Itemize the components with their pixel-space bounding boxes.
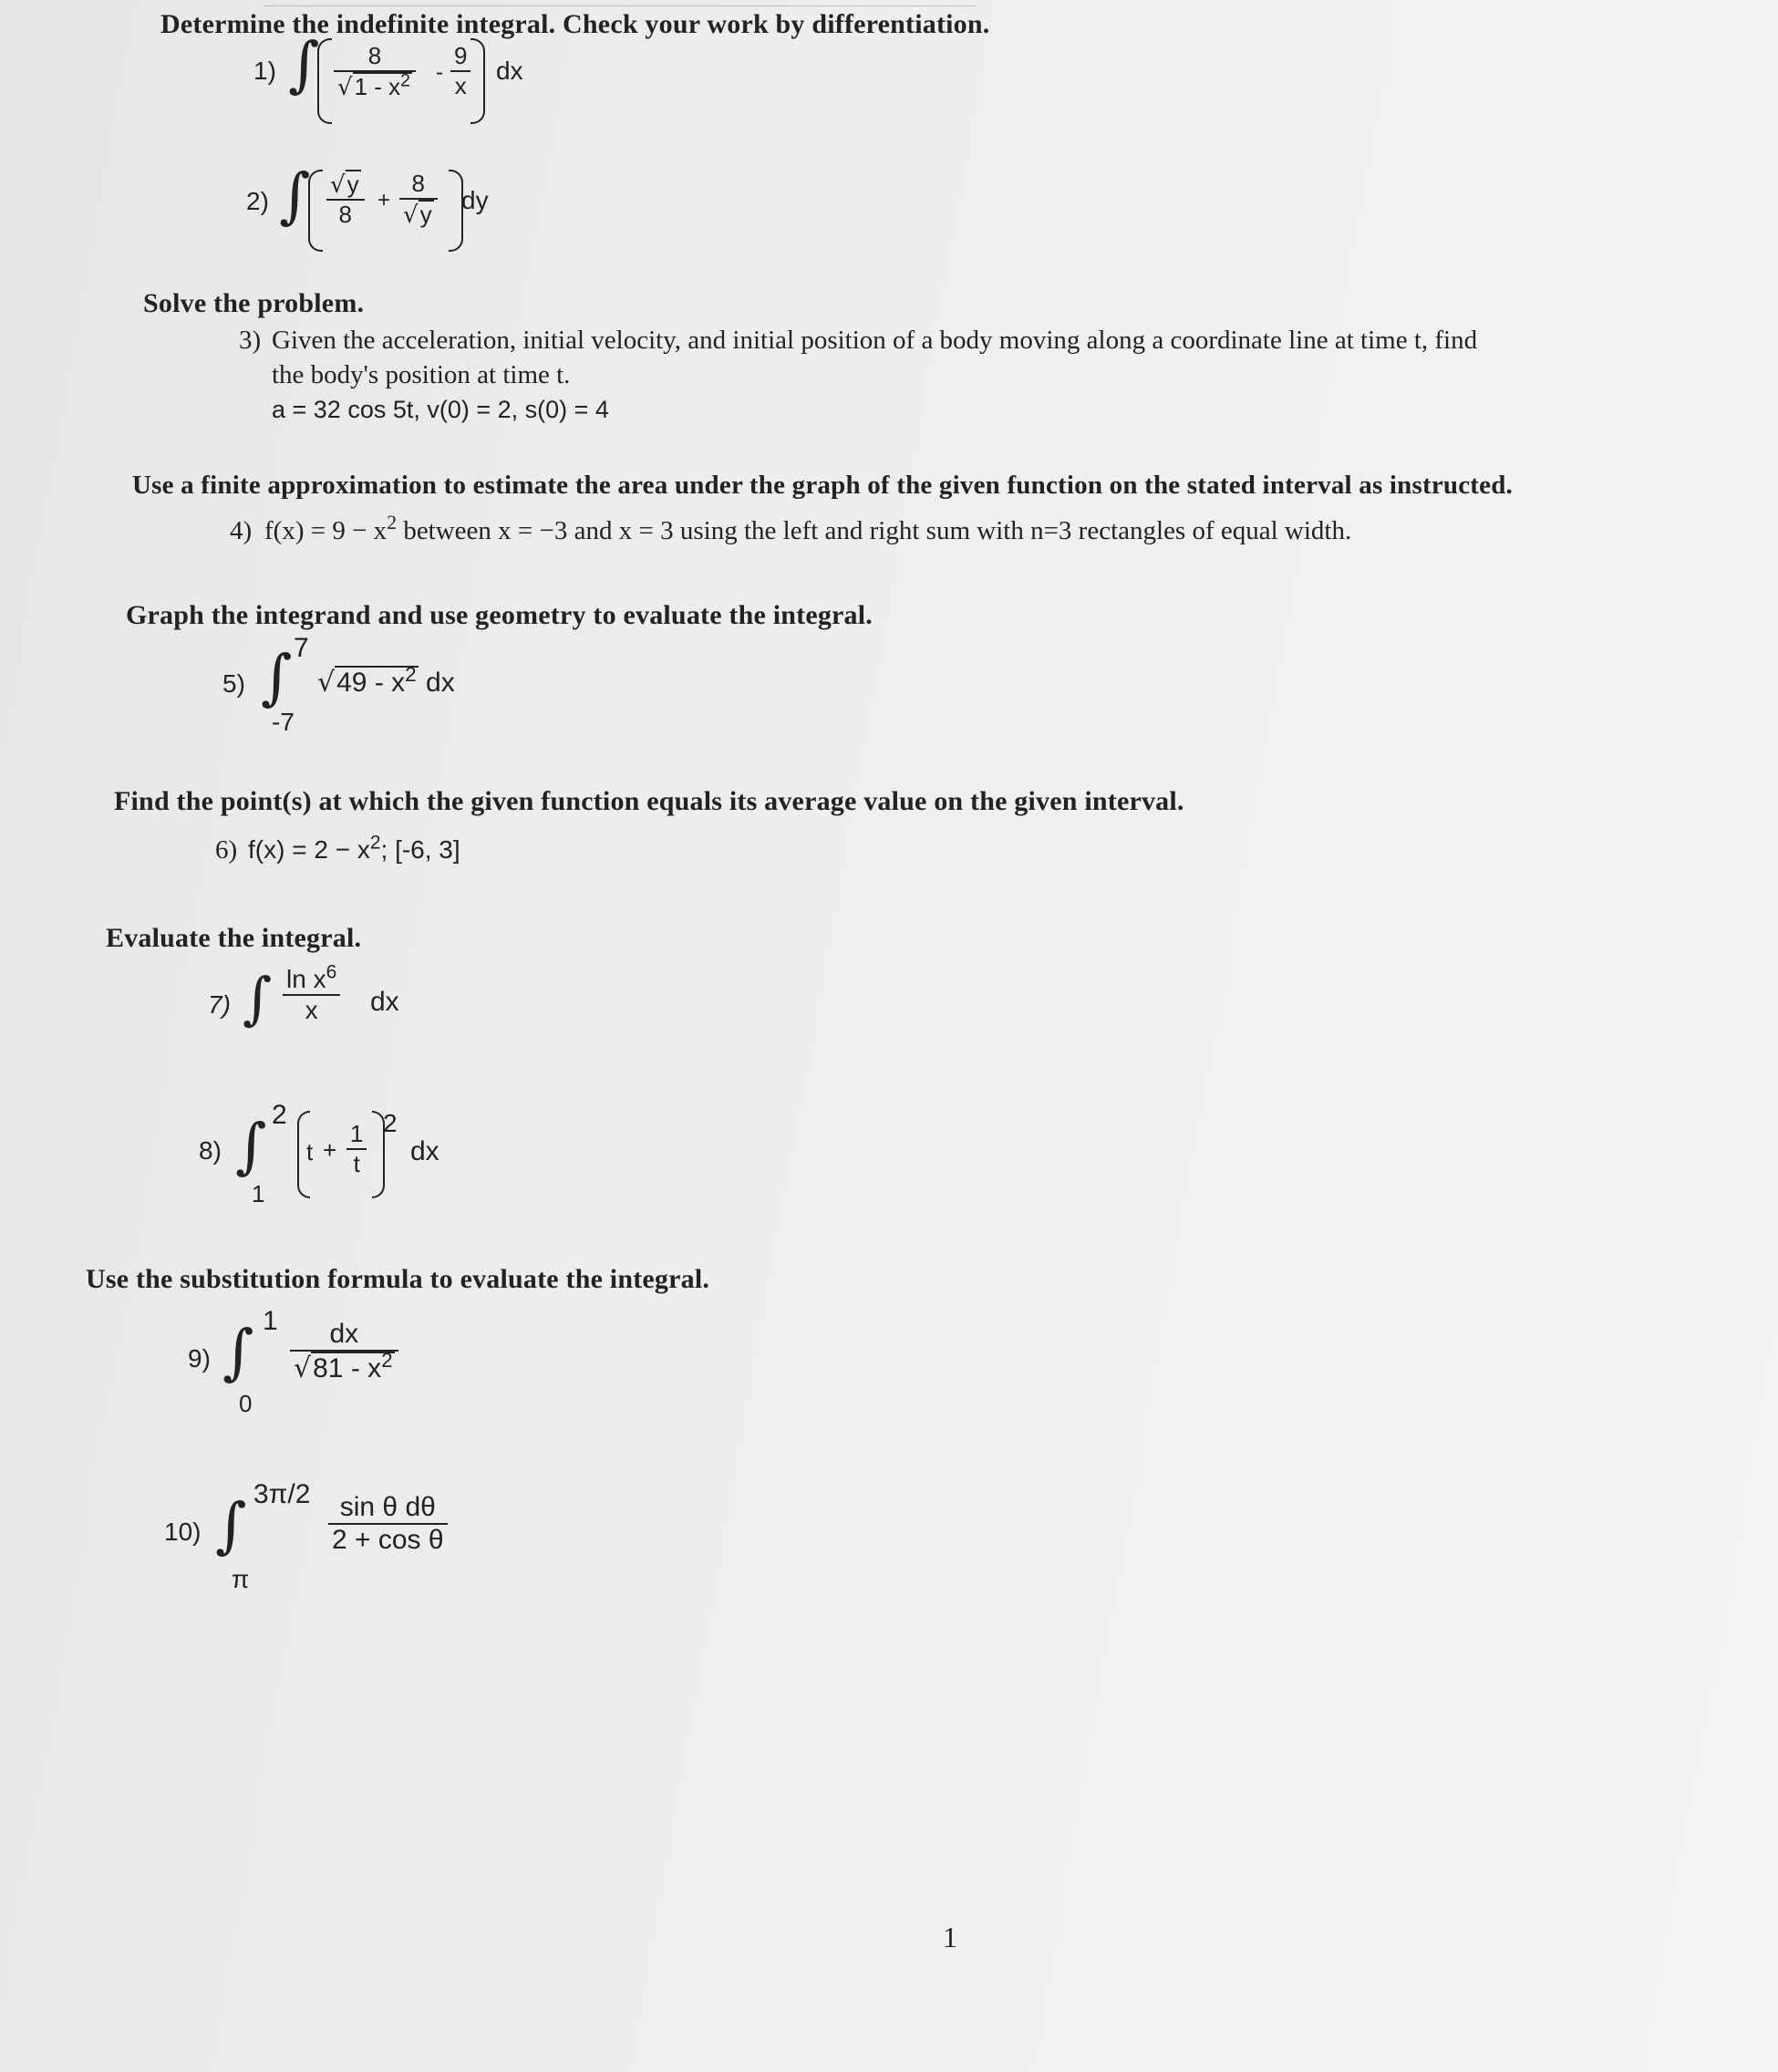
section-heading-evaluate: Evaluate the integral.	[106, 923, 362, 953]
upper-limit: 7	[294, 633, 309, 663]
differential: dx	[370, 987, 399, 1017]
header-rule	[264, 5, 976, 6]
integrand: $√49 - x^2$ dx	[317, 662, 455, 699]
problem-4-text: $f(x) = 9 - x^2$ between x = −3 and x = 3 using the left and right sum with n=3 rectangles of equal width.	[264, 512, 1352, 545]
page-number: 1	[943, 1921, 957, 1953]
lower-limit: -7	[272, 708, 295, 736]
integral-sign-icon: ∫	[235, 1111, 267, 1181]
fraction-9-over-x: 9 x	[450, 42, 470, 100]
section-heading-geometry: Graph the integrand and use geometry to evaluate the integral.	[126, 600, 873, 630]
integral-sign-icon: ∫	[288, 29, 320, 99]
fraction-dx-over-sqrt: dx $√81 - x^2$	[290, 1319, 398, 1384]
fraction-8-over-sqrt: 8 $√1 - x^2$	[334, 42, 416, 101]
problem-3-conditions: a = 32 cos 5t, v(0) = 2, s(0) = 4	[272, 396, 609, 423]
upper-limit: 2	[272, 1100, 287, 1130]
plus-sign: +	[377, 188, 391, 212]
left-paren-icon	[308, 170, 323, 252]
lower-limit: 0	[239, 1390, 253, 1417]
fraction-8-over-sqrt-y: 8 √y	[399, 170, 438, 229]
problem-number: 5)	[222, 669, 245, 698]
integral-sign-icon: ∫	[215, 1490, 247, 1560]
integral-sign-icon: ∫	[222, 1317, 254, 1387]
problem-number: 8)	[199, 1136, 222, 1165]
section-heading-solve: Solve the problem.	[143, 288, 365, 318]
problem-3-line-2: the body's position at time t.	[272, 360, 571, 389]
problem-number: 2)	[246, 187, 269, 215]
integral-sign-icon: ∫	[243, 965, 273, 1031]
fraction-1-over-t: 1 t	[346, 1120, 367, 1178]
integral-sign-icon: ∫	[279, 161, 311, 231]
plus-sign: +	[323, 1136, 337, 1164]
section-heading-indefinite: Determine the indefinite integral. Check your work by differentiation.	[160, 9, 990, 39]
problem-number: 10)	[164, 1518, 202, 1546]
left-paren-icon	[317, 38, 332, 124]
differential: dx	[496, 57, 523, 85]
differential: dx	[410, 1136, 439, 1166]
exponent: 2	[383, 1109, 398, 1137]
integral-sign-icon: ∫	[261, 642, 293, 712]
fraction-sin-over-cos: sin θ dθ 2 + cos θ	[328, 1492, 448, 1556]
variable-t: t	[306, 1138, 314, 1166]
problem-number: 9)	[188, 1344, 211, 1373]
problem-number: 4)	[230, 516, 253, 545]
problem-6-text: $f(x) = 2 - x^2$; [-6, 3]	[248, 832, 460, 864]
section-heading-finite-approx: Use a finite approximation to estimate the area under the graph of the given function on the stated interval as instructed.	[132, 471, 1513, 500]
upper-limit: 1	[263, 1306, 278, 1336]
upper-limit: 3π/2	[253, 1479, 311, 1509]
right-paren-icon	[470, 38, 485, 124]
differential: dy	[461, 186, 489, 214]
section-heading-substitution: Use the substitution formula to evaluate the integral.	[86, 1264, 710, 1294]
problem-3-line-1: Given the acceleration, initial velocity, and initial position of a body moving along a coordinate line at time t, find	[272, 326, 1478, 355]
fraction-sqrt-y-over-8: √y 8	[326, 170, 365, 229]
problem-number: 3)	[239, 326, 262, 355]
section-heading-average-value: Find the point(s) at which the given function equals its average value on the given interval.	[114, 786, 1184, 816]
lower-limit: 1	[252, 1180, 265, 1207]
minus-sign: -	[436, 60, 443, 85]
fraction-lnx6-over-x: $\ln x^6$ x	[283, 965, 340, 1025]
problem-number: 6)	[215, 835, 238, 865]
problem-number: 1)	[253, 57, 276, 85]
problem-number: 7)	[208, 990, 231, 1019]
lower-limit: π	[232, 1565, 250, 1593]
